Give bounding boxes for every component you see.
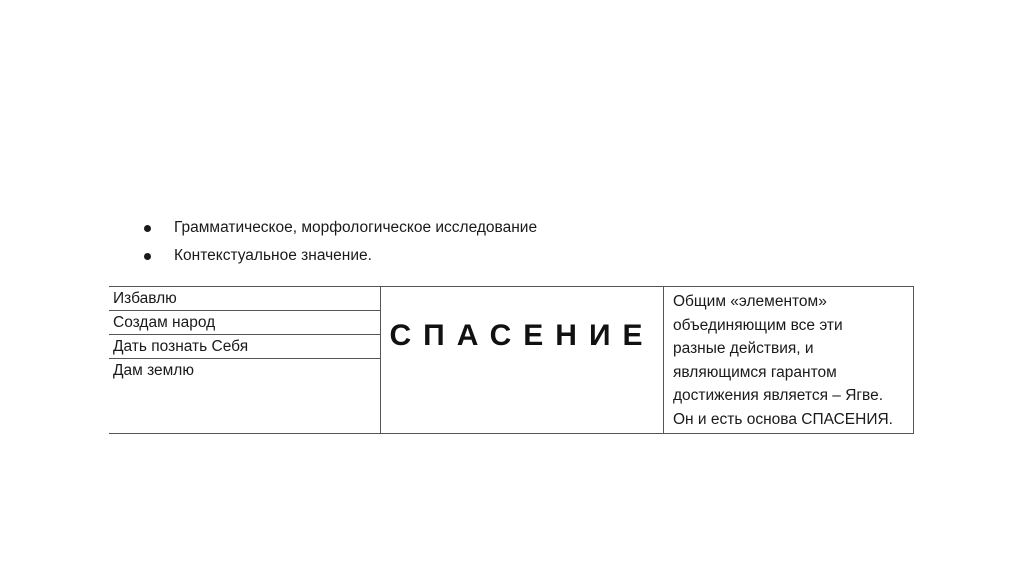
bullet-text: Контекстуальное значение. [174,247,372,264]
left-item: Избавлю [109,287,380,311]
left-item: Дать познать Себя [109,335,380,359]
bullet-item [140,244,537,272]
right-column [664,287,914,434]
bullet-text: Грамматическое, морфологическое исследование [174,219,538,236]
bullet-icon [144,253,151,260]
left-item: Дам землю [113,362,194,379]
explanation-text: Общим «элементом» объединяющим все эти разные действия, и являющимся гарантом достижения является – Ягве. Он и есть основа СПАСЕНИЯ. [673,293,893,428]
left-item: Создам народ [109,311,380,335]
left-column [109,287,381,434]
bullet-list [140,216,537,272]
bullet-item [140,216,537,244]
bullet-icon [144,225,151,232]
table-row [109,287,914,434]
center-column [381,287,664,434]
center-word: СПАСЕНИЕ [389,319,655,352]
content-table [109,286,914,434]
